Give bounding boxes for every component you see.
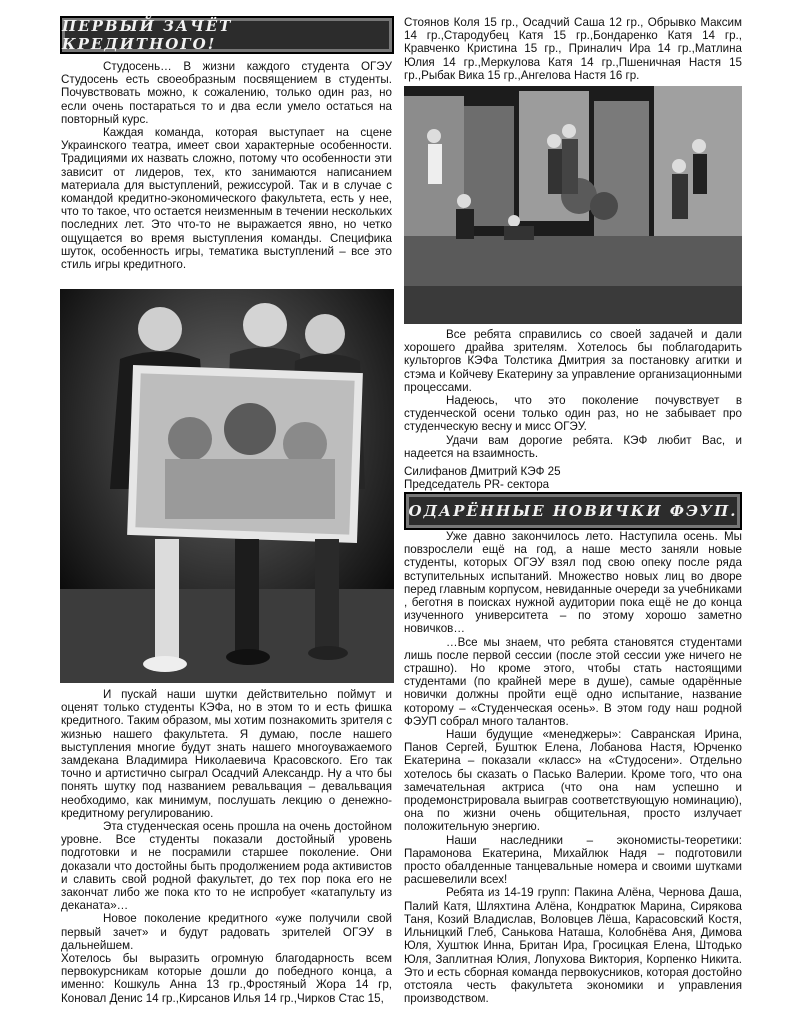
- paragraph: …Все мы знаем, что ребята становятся студентами лишь после первой сессии (после этой сессии уже ничего не страшно). Но кроме этого, чтобы стать настоящими студентами (по крайней мере в душе), самые одарённые новички должны пройти ещё одно испытание, название которому – «Студенческая осень». В этом году наш родной ФЭУП собрал много талантов.: [404, 635, 742, 728]
- article-title-banner-2: ОДАРЁННЫЕ НОВИЧКИ ФЭУП.: [404, 492, 742, 530]
- paragraph: Наши будущие «менеджеры»: Савранская Ирина, Панов Сергей, Буштюк Елена, Лобанова Настя, Юрченко Екатерина – показали «класс» на «Студосени». Отдельно хотелось бы сказать о Пасько Валерии. Кроме того, что она замечательная актриса (что она нам успешно и продемонстрировала выиграв соответствующую номинацию), она по жизни очень общительная, просто излучает положительную энергию.: [404, 728, 742, 834]
- paragraph: Студосень… В жизни каждого студента ОГЭУ Студосень есть своеобразным посвящением в студенты. Почувствовать можно, к сожалению, только один раз, но если очень постараться то и два если умело остаться на повторный курс.: [61, 60, 392, 126]
- paragraph: Эта студенческая осень прошла на очень достойном уровне. Все студенты показали достойный уровень подготовки и не посрамили старшее поколение. Они доказали что достойны быть продолжением рода активистов и славить свой родной факультет, до тех пор пока его не закончат либо же пока кто то не испробует «катапульту из деканата»…: [61, 820, 392, 913]
- paragraph: Стоянов Коля 15 гр., Осадчий Саша 12 гр., Обрывко Максим 14 гр.,Стародубец Катя 15 гр.,Бондаренко Катя 14 гр., Кравченко Кристина 15 гр., Приналич Ира 14 гр.,Матлина Юлия 14 гр.,Меркулова Катя 14 гр.,Пшеничная Настя 15 гр.,Рыбак Вика 15 гр.,Ангелова Настя 16 гр.: [404, 16, 742, 82]
- paragraph: Хотелось бы выразить огромную благодарность всем первокурсникам которые дошли до победного конца, а именно: Кошкуль Анна 13 гр.,Фростяный Жора 14 гр, Коновал Денис 14 гр.,Кирсанов Илья 14 гр.,Чирков Стас 15,: [61, 952, 392, 1005]
- signature-name: Силифанов Дмитрий КЭФ 25: [404, 465, 561, 479]
- paragraph: Все ребята справились со своей задачей и дали хорошего драйва зрителям. Хотелось бы поблагодарить культоргов КЭФа Толстика Дмитрия за постановку агитки и стэма и Койчеву Екатерину за управление организационными процессами.: [404, 328, 742, 394]
- left-column-top: [61, 60, 392, 271]
- paragraph: И пускай наши шутки действительно поймут и оценят только студенты КЭФа, но в этом то и есть фишка кредитного. Таким образом, мы хотим познакомить зрителя с жизнью нашего факультета. Я думаю, после нашего выступления многие будут знать нашего многоуважаемого замдекана Владимира Николаевича Красовского. Его так точно и артистично сыграл Осадчий Александр. Ну а что бы понять шутку под названием ревальвация – девальвация необходимо, как минимум, послушать лекцию о денежно-кредитному регулированию.: [61, 688, 392, 820]
- paragraph: Каждая команда, которая выступает на сцене Украинского театра, имеет свои характерные особенности. Традициями их назвать сложно, потому что особенности эти зависит от лидеров, тех, кто занимаются написанием материала для выступлений, режиссурой. Так и в случае с командой кредитно-экономического факультета, есть у нее, что то такое, что остается неизменным в течении нескольких последних лет. Это что-то не выражается явно, но четко ощущается во время выступления команды. Специфика шуток, особенность игры, тематика выступлений – все это стиль игры кредитного.: [61, 126, 392, 272]
- paragraph: Удачи вам дорогие ребята. КЭФ любит Вас, и надеется на взаимность.: [404, 433, 742, 460]
- left-column-bottom: [61, 688, 392, 1005]
- right-column-top: [404, 16, 742, 82]
- paragraph: Уже давно закончилось лето. Наступила осень. Мы повзрослели ещё на год, а наше место заняли новые студенты, которых ОГЭУ взял под свою опеку после ряда вступительных испытаний. Множество новых лиц во дворе перед главным корпусом, невиданные очереди за учебниками , беготня в поисках нужной аудитории пока ещё не до конца изученного университета – по этому хорошо заметно новичков…: [404, 530, 742, 636]
- paragraph: Надеюсь, что это поколение почувствует в студенческой осени только один раз, но не забывает про студенческую весну и мисс ОГЭУ.: [404, 394, 742, 434]
- paragraph: Наши наследники – экономисты-теоретики: Парамонова Екатерина, Михайлюк Надя – подготовили просто обалденные танцевальные номера и своими шутками расшевелили всех!: [404, 833, 742, 887]
- right-column-bottom: [404, 530, 742, 1005]
- stage-photo: [404, 86, 742, 324]
- article-title-banner: ПЕРВЫЙ ЗАЧЁТ КРЕДИТНОГО!: [60, 16, 394, 54]
- paragraph: Новое поколение кредитного «уже получили свой первый зачет» и будут радовать зрителей ОГЭУ в дальнейшем.: [61, 912, 392, 952]
- right-column-middle: [404, 328, 742, 491]
- team-photo: [60, 289, 394, 683]
- signature-title: Председатель PR- сектора: [404, 478, 550, 492]
- paragraph: Ребята из 14-19 групп: Пакина Алёна, Чернова Даша, Палий Катя, Шляхтина Алёна, Кондратюк Марина, Сирякова Таня, Козий Владислав, Воловцев Лёша, Карасовский Костя, Ильницкий Глеб, Санькова Наташа, Колобнёва Аня, Димова Юля, Хуштюк Инна, Британ Ира, Гросицкая Елена, Штодько Юля, Заплитная Юлия, Лопухова Виктория, Корпенко Никита. Это и есть сборная команда первокусников, которая достойно отстояла честь факультета экономики и управления производством.: [404, 886, 742, 1006]
